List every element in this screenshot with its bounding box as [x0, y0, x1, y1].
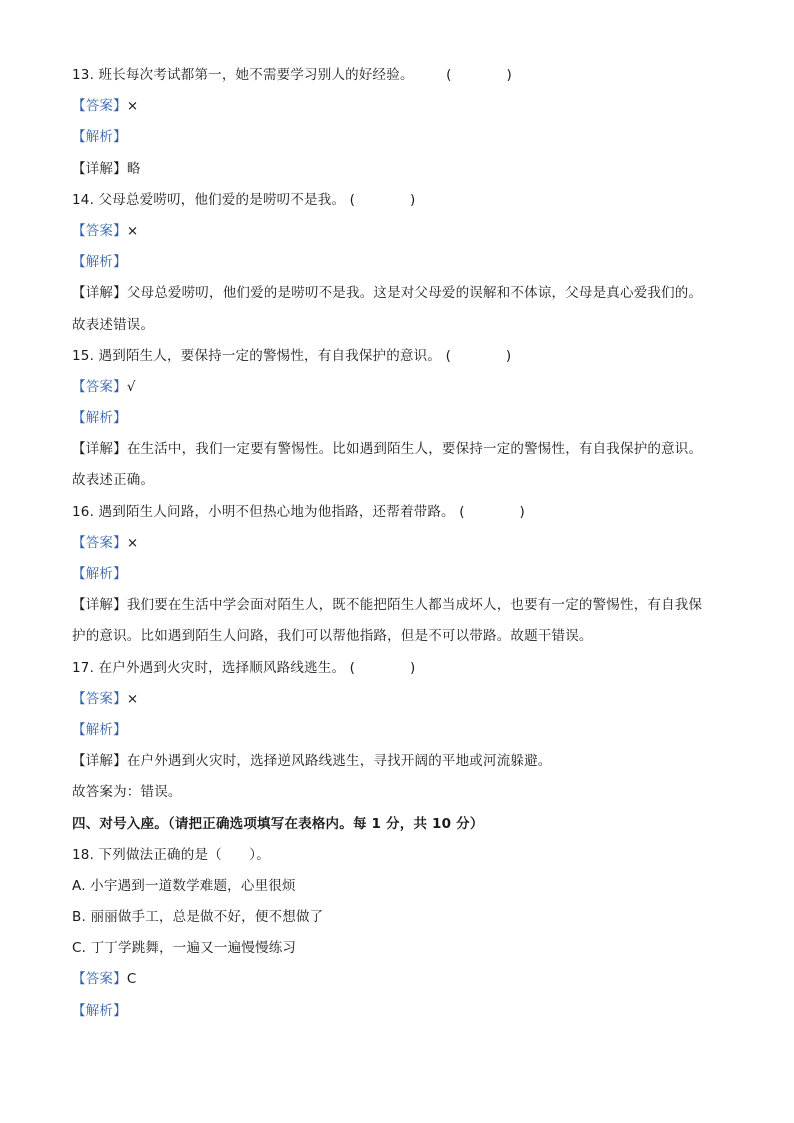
detail-label: 【详解】 — [72, 597, 127, 614]
detail-text: 我们要在生活中学会面对陌生人，既不能把陌生人都当成坏人，也要有一定的警惕性，有自我保 — [126, 597, 703, 614]
answer-value: × — [126, 534, 139, 551]
analysis-line — [72, 559, 722, 590]
detail-line — [72, 278, 722, 309]
answer-value: × — [126, 98, 139, 115]
detail-line — [72, 746, 722, 777]
analysis-line — [72, 715, 722, 746]
analysis-line — [72, 122, 722, 153]
question-text: 18. 下列做法正确的是（ ）。 — [72, 846, 270, 863]
answer-value: C — [126, 971, 137, 988]
detail-line — [72, 154, 722, 185]
detail-continuation — [72, 621, 722, 652]
question-16 — [72, 497, 722, 528]
question-13 — [72, 60, 722, 91]
answer-line — [72, 528, 722, 559]
detail-label: 【详解】 — [72, 441, 127, 458]
answer-blank: ( ) — [446, 67, 512, 83]
section-heading: 四、对号入座。（请把正确选项填写在表格内。每 1 分，共 10 分） — [72, 815, 484, 832]
answer-blank: ( ) — [349, 191, 416, 208]
exam-content — [72, 60, 722, 1027]
analysis-line — [72, 403, 722, 434]
answer-line — [72, 684, 722, 715]
detail-continuation — [72, 310, 722, 341]
analysis-label: 【解析】 — [72, 1002, 127, 1019]
answer-line — [72, 372, 722, 403]
analysis-line — [72, 996, 722, 1027]
detail-continuation — [72, 465, 722, 496]
detail-text: 在户外遇到火灾时，选择逆风路线逃生，寻找开阔的平地或河流躲避。 — [126, 753, 552, 770]
detail-label: 【详解】 — [72, 160, 127, 177]
option-b: B. 丽丽做手工，总是做不好，便不想做了 — [72, 909, 324, 926]
question-14 — [72, 185, 722, 216]
detail-text: 父母总爱唠叨，他们爱的是唠叨不是我。这是对父母爱的误解和不体谅，父母是真心爱我们的。 — [126, 285, 703, 302]
answer-value: × — [126, 690, 139, 707]
question-15 — [72, 341, 722, 372]
question-text: 17. 在户外遇到火灾时，选择顺风路线逃生。 — [72, 659, 346, 676]
question-18 — [72, 840, 722, 871]
detail-label: 【详解】 — [72, 285, 127, 302]
analysis-label: 【解析】 — [72, 129, 127, 146]
answer-value: × — [126, 222, 139, 239]
detail-line — [72, 590, 722, 621]
detail-line — [72, 434, 722, 465]
analysis-label: 【解析】 — [72, 721, 127, 738]
detail-text: 在生活中，我们一定要有警惕性。比如遇到陌生人，要保持一定的警惕性，有自我保护的意识。 — [126, 441, 703, 458]
question-text: 15. 遇到陌生人，要保持一定的警惕性，有自我保护的意识。 — [72, 347, 442, 364]
answer-blank: ( ) — [349, 659, 416, 676]
answer-blank: ( ) — [459, 503, 525, 520]
detail-text: 故表述错误。 — [72, 316, 155, 333]
answer-blank: ( ) — [445, 347, 512, 364]
question-text: 13. 班长每次考试都第一，她不需要学习别人的好经验。 — [72, 67, 414, 83]
analysis-label: 【解析】 — [72, 410, 127, 427]
answer-label: 【答案】 — [72, 98, 127, 115]
question-17 — [72, 653, 722, 684]
analysis-line — [72, 247, 722, 278]
detail-label: 【详解】 — [72, 753, 127, 770]
analysis-label: 【解析】 — [72, 254, 127, 271]
analysis-label: 【解析】 — [72, 566, 127, 582]
option-c: C. 丁丁学跳舞，一遍又一遍慢慢练习 — [72, 940, 297, 957]
detail-text: 护的意识。比如遇到陌生人问路，我们可以帮他指路，但是不可以带路。故题干错误。 — [72, 628, 593, 645]
answer-label: 【答案】 — [72, 690, 127, 707]
answer-line — [72, 216, 722, 247]
option-a: A. 小宇遇到一道数学难题，心里很烦 — [72, 877, 296, 894]
detail-continuation — [72, 777, 722, 808]
answer-label: 【答案】 — [72, 222, 127, 239]
answer-value: √ — [126, 378, 136, 395]
detail-text: 故表述正确。 — [72, 472, 155, 489]
question-text: 16. 遇到陌生人问路，小明不但热心地为他指路，还帮着带路。 — [72, 503, 455, 520]
answer-line — [72, 964, 722, 995]
answer-label: 【答案】 — [72, 378, 127, 395]
detail-text: 略 — [126, 160, 141, 177]
question-text: 14. 父母总爱唠叨，他们爱的是唠叨不是我。 — [72, 191, 346, 208]
detail-text: 故答案为：错误。 — [72, 784, 182, 801]
answer-label: 【答案】 — [72, 971, 127, 988]
answer-label: 【答案】 — [72, 534, 127, 551]
answer-line — [72, 91, 722, 122]
